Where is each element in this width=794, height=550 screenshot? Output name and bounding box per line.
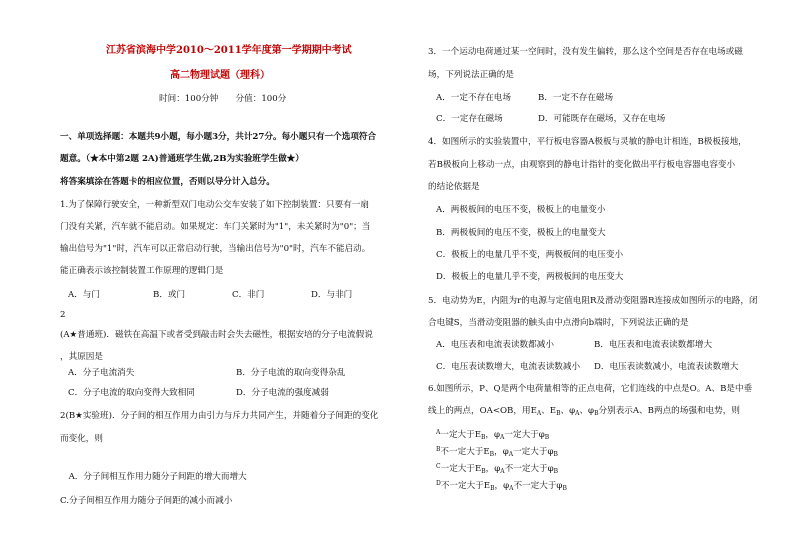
- section1-line-a: 一、单项选择题：本题共9小题，每小题3分，共计27分。每小题只有一个选项符合: [60, 132, 377, 142]
- q4-line-c: 的结论依据是: [428, 182, 480, 192]
- q1-option: C．非门: [232, 290, 265, 300]
- exam-meta: 时间：100分钟 分值：100分: [159, 94, 287, 104]
- q2a-option: A．分子电流消失: [68, 368, 135, 378]
- q2a-line-a: (A★普通班)．磁铁在高温下或者受到敲击时会失去磁性，根据安培的分子电流假说: [60, 330, 373, 340]
- q3-option: B．一定不存在磁场: [538, 93, 614, 103]
- q4-line-a: 4．如图所示的实验装置中，平行板电容器A极板与灵敏的静电计相连，B极板接地，: [428, 137, 747, 147]
- q4-option: B．两极板间的电压不变，极板上的电量变大: [436, 228, 606, 238]
- exam-subtitle: 高二物理试题（理科）: [170, 70, 270, 81]
- q2a-option: D．分子电流的强度减弱: [236, 388, 329, 398]
- q3-option: D．可能既存在磁场，又存在电场: [538, 114, 666, 124]
- q3-line-a: 3．一个运动电荷通过某一空间时，没有发生偏转，那么这个空间是否存在电场或磁: [428, 47, 743, 57]
- q5-option: A．电压表和电流表读数都减小: [436, 340, 554, 350]
- q5-line-a: 5．电动势为E，内阻为r的电源与定值电阻R及滑动变阻器R连接成如图所示的电路，闭: [428, 296, 758, 306]
- q2-number: 2: [60, 310, 66, 320]
- q1-line-c: 输出信号为"1"时，汽车可以正常启动行驶，当输出信号为"0"时，汽车不能启动。: [60, 244, 371, 254]
- q3-option: C．一定存在磁场: [436, 114, 503, 124]
- q1-option: D．与非门: [311, 290, 353, 300]
- q4-option: A．两极板间的电压不变，极板上的电量变小: [436, 205, 606, 215]
- q4-option: D．极板上的电量几乎不变，两极板间的电压变大: [436, 272, 624, 282]
- q2a-option: B．分子电流的取向变得杂乱: [236, 368, 346, 378]
- q1-option: A．与门: [68, 290, 100, 300]
- q1-option: B．或门: [153, 290, 186, 300]
- section1-line-c: 将答案填涂在答题卡的相应位置，否则以导分计入总分。: [60, 177, 275, 187]
- q2b-line-b: 而变化，则: [60, 434, 103, 444]
- q4-option: C．极板上的电量几乎不变，两极板间的电压变小: [436, 250, 624, 260]
- q1-line-d: 能正确表示该控制装置工作原理的逻辑门是: [60, 266, 224, 276]
- q1-line-b: 门没有关紧，汽车就不能启动。如果规定：车门关紧时为"1"，未关紧时为"0"；当: [60, 222, 371, 232]
- q4-line-b: 若B极板向上移动一点，由观察到的静电计指针的变化做出平行板电容器电容变小: [428, 160, 736, 170]
- q6-line-b: 线上的两点，OA<OB，用$E_A$、$E_B$、$\varphi_A$、$\varphi_B$分别表示A、B两点的场强和电势，则: [428, 406, 740, 417]
- q2b-option: C.分子间相互作用力随分子间距的减小而减小: [60, 496, 233, 506]
- q5-option: B．电压表和电流表读数都增大: [594, 340, 713, 350]
- section1-line-b: 题意。（★本中第2题 2A)普通班学生做,2B为实验班学生做★）: [60, 154, 304, 164]
- q2b-line-a: 2(B★实验班)．分子间的相互作用力由引力与斥力共同产生，并随着分子间距的变化: [60, 411, 379, 421]
- q2b-option: A．分子间相互作用力随分子间距的增大而增大: [60, 472, 247, 482]
- q5-line-b: 合电键S，当滑动变阻器的触头由中点滑向b端时，下列说法正确的是: [428, 318, 689, 328]
- q5-option: D．电压表读数减小，电流表读数增大: [594, 362, 739, 372]
- q3-option: A．一定不存在电场: [436, 93, 511, 103]
- q6-option-b: $^B$不一定大于$E_B$，$\varphi_A$一定大于$\varphi_B$: [436, 446, 558, 458]
- q5-option: C．电压表读数增大，电流表读数减小: [436, 362, 581, 372]
- q6-option-d: $^D$不一定大于$E_B$，$\varphi_A$不一定大于$\varphi_B$: [436, 480, 567, 492]
- q6-line-a: 6.如图所示，P、Q是两个电荷量相等的正点电荷，它们连线的中点是O。A、B是中垂: [428, 384, 753, 394]
- q2a-line-b: ，其原因是: [60, 352, 103, 362]
- q1-line-a: 1.为了保障行驶安全，一种新型双门电动公交车安装了如下控制装置：只要有一扇: [60, 200, 369, 210]
- q6-option-c: $^C$一定大于$E_B$，$\varphi_A$不一定大于$\varphi_B$: [436, 463, 559, 475]
- q6-option-a: $^A$一定大于$E_B$，$\varphi_A$一定大于$\varphi_B$: [436, 429, 550, 441]
- q2a-option: C．分子电流的取向变得大致相同: [68, 388, 195, 398]
- q3-line-b: 场，下列说法正确的是: [428, 70, 514, 80]
- exam-title: 江苏省滨海中学2010～2011学年度第一学期期中考试: [106, 45, 352, 56]
